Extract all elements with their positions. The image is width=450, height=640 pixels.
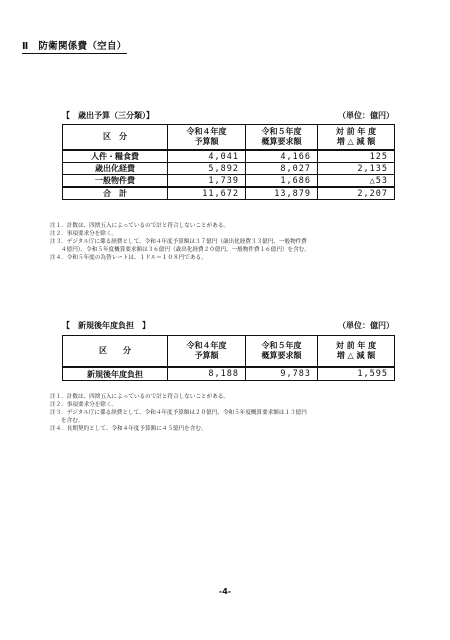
- header-diff-line1: 対 前 年 度: [335, 341, 377, 351]
- header-fy4: [168, 125, 246, 151]
- budget-table: [62, 124, 395, 200]
- header-fy5: [246, 125, 318, 151]
- header-fy5-line2: 概算要求額: [261, 351, 302, 360]
- header-category: 区 分: [63, 125, 168, 151]
- total-fy5-value: 13,879: [246, 187, 318, 200]
- row-diff-value: 2,135: [318, 163, 395, 175]
- note-line: 注１．計数は、四捨五入によっているので計と符合しないことがある。: [50, 394, 230, 400]
- total-diff-value: 2,207: [318, 187, 395, 200]
- table-row: [63, 150, 395, 163]
- section-title: Ⅱ 防衛関係費（空自）: [22, 38, 127, 54]
- header-fy4: [168, 336, 246, 368]
- note-line: 注４．令和５年度の為替レートは、１ドル＝１０８円である。: [50, 255, 207, 261]
- note-line: 注３．デジタル庁に係る経費として、令和４年度予算額は２０億円、令和５年度概算要求額は１３億円: [50, 410, 307, 416]
- header-diff-line2: 増 △ 減 額: [336, 351, 376, 360]
- table2-unit: （単位：億円）: [338, 321, 394, 330]
- header-fy4-line1: 令和４年度: [186, 127, 227, 137]
- table2-caption: 【 新規後年度負担 】: [62, 321, 150, 330]
- header-fy5-line2: 概算要求額: [261, 137, 302, 146]
- note-line: 注１．計数は、四捨五入によっているので計と符合しないことがある。: [50, 223, 230, 229]
- row-fy4-value: 4,041: [168, 150, 246, 163]
- table1-caption: 【 歳出予算（三分類）】: [62, 111, 154, 120]
- header-diff: [318, 336, 395, 368]
- row-label: 新規後年度負担: [63, 367, 168, 381]
- total-label: 合 計: [63, 187, 168, 200]
- header-fy5-line1: 令和５年度: [261, 341, 302, 351]
- row-fy5-value: 4,166: [246, 150, 318, 163]
- table2-caption-row: [62, 320, 394, 332]
- table1-unit: （単位：億円）: [338, 111, 394, 120]
- row-diff-value: △53: [318, 175, 395, 188]
- note-line: を含む。: [61, 418, 84, 424]
- table-row: [63, 163, 395, 175]
- header-diff: [318, 125, 395, 151]
- note-line: 注３．デジタル庁に係る経費として、令和４年度予算額は３７億円（歳出化経費３３億円、一般物件費: [50, 239, 307, 245]
- row-fy5-value: 1,686: [246, 175, 318, 188]
- row-label: 人件・糧食費: [63, 150, 168, 163]
- header-category: 区 分: [63, 336, 168, 368]
- table2-notes: [50, 393, 400, 433]
- note-line: ４億円）、令和５年度概算要求額は３６億円（歳出化経費２０億円、一般物件費１６億円）を含む。: [61, 247, 310, 253]
- header-fy5-line1: 令和５年度: [261, 127, 302, 137]
- total-fy4-value: 11,672: [168, 187, 246, 200]
- row-fy5-value: 8,027: [246, 163, 318, 175]
- page-number: -4-: [218, 587, 232, 596]
- header-diff-line1: 対 前 年 度: [335, 127, 377, 137]
- header-fy4-line1: 令和４年度: [186, 341, 227, 351]
- budget-table-header: [63, 125, 395, 151]
- row-diff-value: 1,595: [318, 367, 395, 381]
- row-fy4-value: 5,892: [168, 163, 246, 175]
- row-fy4-value: 8,188: [168, 367, 246, 381]
- row-label: 一般物件費: [63, 175, 168, 188]
- row-fy4-value: 1,739: [168, 175, 246, 188]
- note-line: 注４．長期契約として、令和４年度予算額に４５億円を含む。: [50, 426, 207, 432]
- table-row: [63, 367, 395, 381]
- header-diff-line2: 増 △ 減 額: [336, 137, 376, 146]
- note-line: 注２．事項要求分を除く。: [50, 231, 118, 237]
- table1-notes: [50, 222, 400, 262]
- future-obligation-table-header: [63, 336, 395, 368]
- note-line: 注２．事項要求分を除く。: [50, 402, 118, 408]
- future-obligation-table: [62, 335, 395, 381]
- table1-caption-row: [62, 110, 394, 122]
- row-diff-value: 125: [318, 150, 395, 163]
- header-fy5: [246, 336, 318, 368]
- row-label: 歳出化経費: [63, 163, 168, 175]
- table-total-row: [63, 187, 395, 200]
- header-fy4-line2: 予算額: [194, 351, 219, 360]
- table-row: [63, 175, 395, 188]
- row-fy5-value: 9,783: [246, 367, 318, 381]
- header-fy4-line2: 予算額: [194, 137, 219, 146]
